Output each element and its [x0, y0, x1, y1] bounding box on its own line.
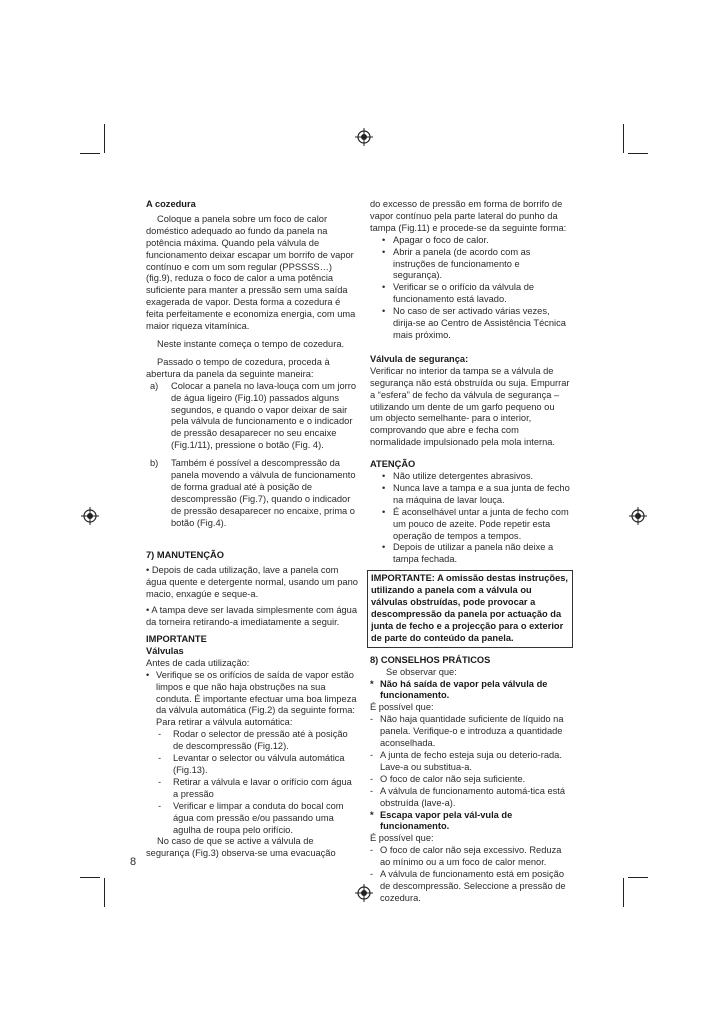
paragraph: Antes de cada utilização: [146, 657, 250, 668]
list-item: • Não utilize detergentes abrasivos. [382, 471, 534, 482]
list-item: • Apagar o foco de calor. [382, 234, 489, 245]
crop-mark-br-v [623, 878, 624, 907]
crop-mark-br-h [628, 877, 648, 878]
paragraph: Neste instante começa o tempo de cozedura. [157, 338, 345, 349]
crop-mark-tr-h [628, 153, 648, 154]
paragraph: Se observar que: [386, 666, 457, 677]
list-item: - O foco de calor não seja excessivo. Reduza ao mínimo ou a um foco de calor menor. [370, 845, 562, 868]
list-item: • Abrir a panela (de acordo com as instruções de funcionamento e segurança). [382, 246, 531, 281]
list-item: - O foco de calor não seja suficiente. [370, 773, 526, 784]
section-heading-cozedura: A cozedura [146, 199, 196, 209]
registration-mark-icon [628, 506, 648, 526]
crop-mark-tl-h [80, 153, 100, 154]
list-item: b) Também é possível a descompressão da panela movendo a válvula de funcionamento de forma gradual até à posição de descompressão (Fig.7), quando o indicador de pressão desaparecer no encaixe, prima o botão (Fig.4). [150, 458, 356, 528]
list-item: - A junta de fecho esteja suja ou deterio-rada. Lave-a ou substitua-a. [370, 749, 562, 772]
list-item: * Não há saída de vapor pela válvula de funcionamento. [370, 678, 548, 701]
list-item: • Depois de utilizar a panela não deixe a tampa fechada. [382, 542, 554, 565]
right-column [370, 199, 570, 905]
list-item: • Verificar se o orifício da válvula de funcionamento está lavado. [382, 282, 535, 305]
paragraph: Para retirar a válvula automática: [156, 717, 293, 728]
list-item: • No caso de ser activado várias vezes, dirija-se ao Centro de Assistência Técnica mais próximo. [382, 306, 566, 340]
paragraph: No caso de que se active a válvula de segurança (Fig.3) observa-se uma evacuação [146, 836, 336, 859]
paragraph: Passado o tempo de cozedura, proceda à abertura da panela da seguinte maneira: [146, 356, 330, 379]
left-column [146, 199, 358, 860]
warning-box: IMPORTANTE: A omissão destas instruções, utilizando a panela com a válvula ou válvulas obstruídas, pode provocar a descompressão da panela por actuação da junta de fecho e a projecção para o exterior de parte do conteúdo da panela. [367, 570, 573, 647]
section-heading-manutencao: 7) MANUTENÇÃO [146, 549, 224, 560]
list-item: - Rodar o selector de pressão até à posição de descompressão (Fig.12). [158, 729, 348, 752]
paragraph: Coloque a panela sobre um foco de calor doméstico adequado ao fundo da panela na potência máxima. Quando pela válvula de funcionamento deixar escapar um borrifo de vapor contínuo e com um som regular (PPSSSS…) (fig.9), reduza o foco de calor a uma potência suficiente para manter a pressão sem uma saída exagerada de vapor. Desta forma a cozedura é feita perfeitamente e economiza energia, com uma maior riqueza vitamínica. [146, 213, 356, 332]
paragraph: É possível que: [370, 833, 434, 844]
paragraph: É possível que: [370, 702, 434, 713]
crop-mark-bl-h [80, 877, 100, 878]
crop-mark-tl-v [104, 124, 105, 153]
list-item: • Nunca lave a tampa e a sua junta de fecho na máquina de lavar louça. [382, 482, 570, 505]
list-item: • É aconselhável untar a junta de fecho com um pouco de azeite. Pode repetir esta operação de tempos a tempos. [382, 506, 569, 541]
list-item: a) Colocar a panela no lava-louça com um jorro de água ligeiro (Fig.10) passados alguns segundos, e quando o vapor deixar de sair pela válvula de funcionamento e o indicador de pressão desaparecer no seu encaixe (Fig.1/11), pressione o botão (Fig. 4). [150, 380, 356, 451]
list-item: - A válvula de funcionamento está em posição de descompressão. Seleccione a pressão de cozedura. [370, 869, 566, 903]
list-item: - Levantar o selector ou válvula automática (Fig.13). [158, 753, 345, 775]
list-item: - Retirar a válvula e lavar o orifício com água a pressão [158, 776, 352, 799]
list-item: * Escapa vapor pela vál-vula de funcionamento. [370, 809, 513, 832]
paragraph: • Depois de cada utilização, lave a panela com água quente e detergente normal, usando um pano macio, enxagúe e seque-a. [146, 565, 358, 600]
section-heading-conselhos: 8) CONSELHOS PRÁTICOS [370, 654, 491, 665]
heading-valvula-seguranca: Válvula de segurança: [370, 353, 469, 364]
page-number: 8 [130, 856, 137, 868]
list-item: - A válvula de funcionamento automá-tica está obstruída (lave-a). [370, 785, 566, 808]
list-item: - Não haja quantidade suficiente de líquido na panela. Verifique-o e introduza a quantidade aconselhada. [370, 714, 564, 749]
crop-mark-tr-v [623, 124, 624, 153]
heading-valvulas: Válvulas [146, 645, 184, 656]
list-item: • Verifique se os orifícios de saída de vapor estão limpos e que não haja obstruções na sua conduta. É importante efectuar uma boa limpeza da válvula automática (Fig.2) da seguinte forma: [146, 669, 357, 716]
heading-atencao: ATENÇÃO [370, 459, 416, 470]
list-item: - Verificar e limpar a conduta do bocal com água com pressão e/ou passando uma agulha de roupa pelo orifício. [158, 800, 344, 835]
heading-importante: IMPORTANTE [146, 634, 207, 644]
registration-mark-icon [354, 127, 374, 147]
crop-mark-bl-v [104, 878, 105, 907]
paragraph: do excesso de pressão em forma de borrifo de vapor contínuo pela parte lateral do punho da tampa (Fig.11) e procede-se da seguinte forma: [370, 199, 567, 233]
registration-mark-icon [80, 506, 100, 526]
paragraph: • A tampa deve ser lavada simplesmente com água da torneira retirando-a imediatamente a seguir. [146, 605, 357, 628]
paragraph: Verificar no interior da tampa se a válvula de segurança não está obstruída ou suja. Empurrar a “esfera” de fecho da válvula de segurança –utilizando um dente de um garfo pequeno ou um objecto semelhante- para o interior, comprovando que abre e fecha com normalidade impulsionado pela mola interna. [370, 365, 570, 448]
